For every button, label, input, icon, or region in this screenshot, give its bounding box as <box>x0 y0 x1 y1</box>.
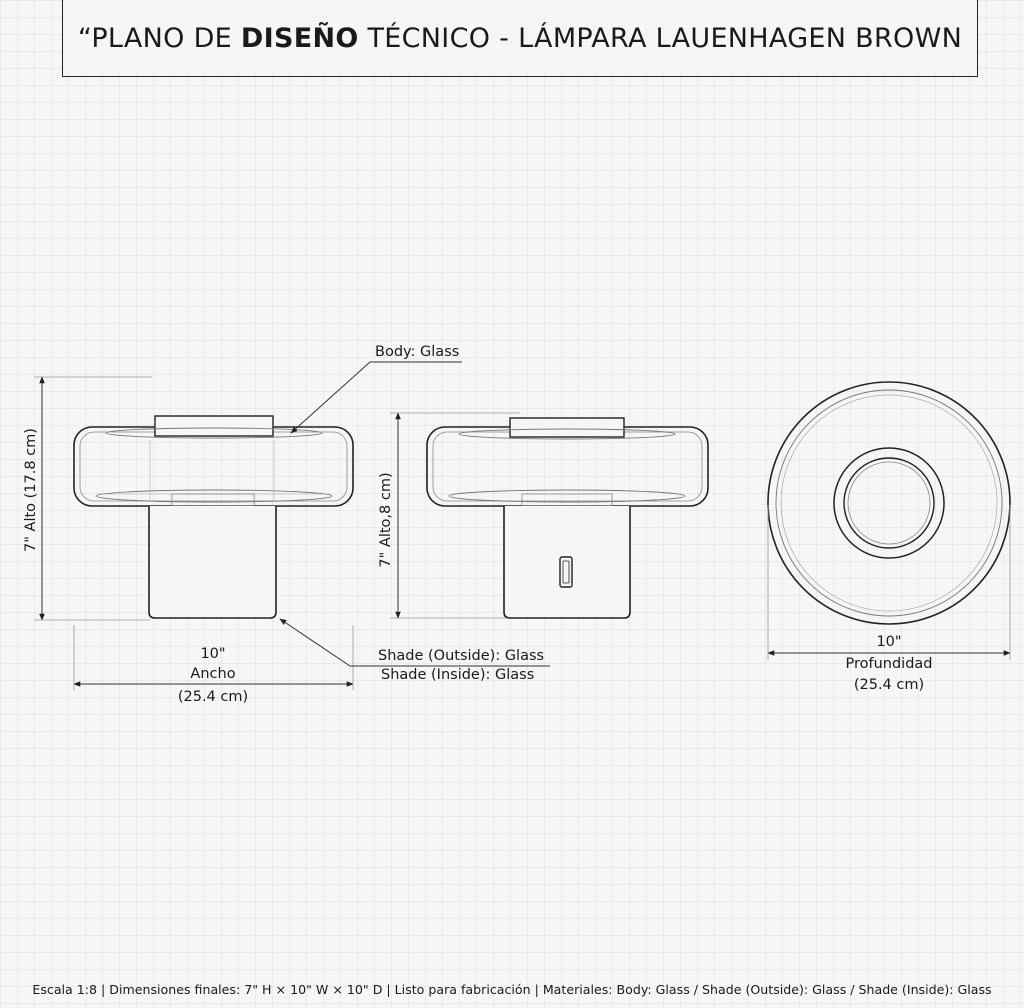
depth-metric: (25.4 cm) <box>853 677 925 693</box>
title-prefix: “PLANO DE <box>77 22 241 54</box>
shade-inside-callout: Shade (Inside): Glass <box>381 667 535 683</box>
side-view <box>427 418 708 618</box>
width-value: 10" <box>200 646 226 662</box>
side-body <box>504 506 630 618</box>
title-suffix: TÉCNICO - LÁMPARA LAUENHAGEN BROWN <box>358 22 963 54</box>
title-bold: DISEÑO <box>240 22 359 54</box>
side-height-dimension <box>390 413 520 618</box>
shade-outside-callout: Shade (Outside): Glass <box>378 648 545 664</box>
footer-specs: Escala 1:8 | Dimensiones finales: 7" H × 10" W × 10" D | Listo para fabricación | Materiales: Body: Glass / Shade (Outside): Glass / Shade (Inside): Glass <box>32 982 992 997</box>
front-view <box>74 416 353 618</box>
depth-name: Profundidad <box>845 656 933 672</box>
top-outer-ring <box>768 382 1010 624</box>
width-metric: (25.4 cm) <box>177 689 249 705</box>
body-callout-leader <box>291 362 462 433</box>
front-height-label: 7" Alto (17.8 cm) <box>23 428 39 552</box>
top-view <box>768 382 1010 624</box>
body-callout: Body: Glass <box>375 344 460 360</box>
top-inner-ring <box>834 448 944 558</box>
side-top-cap <box>510 418 624 437</box>
depth-value: 10" <box>876 634 902 650</box>
front-height-dimension <box>34 377 152 620</box>
front-top-cap <box>155 416 273 436</box>
width-name: Ancho <box>190 666 236 682</box>
side-height-label: 7" Alto,8 cm) <box>378 472 394 568</box>
front-body <box>149 506 276 618</box>
